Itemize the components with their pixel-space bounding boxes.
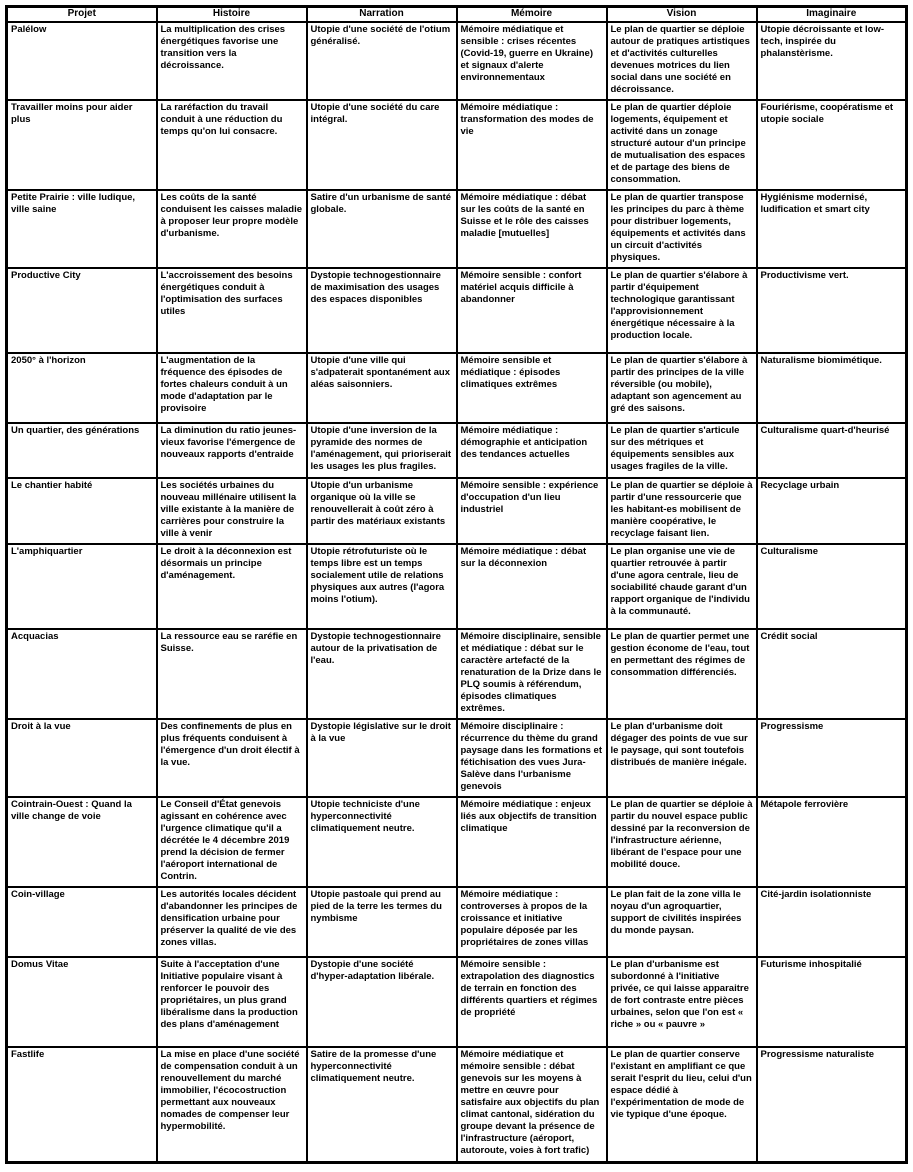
cell-vision: Le plan de quartier s'élabore à partir des principes de la ville réversible (ou mobile), adaptant son agencement au gré des saisons.: [607, 353, 757, 423]
cell-imaginaire: Fouriérisme, coopératisme et utopie sociale: [757, 100, 907, 190]
cell-narration: Satire de la promesse d'une hyperconnectivité climatiquement neutre.: [307, 1047, 457, 1162]
cell-narration: Utopie pastoale qui prend au pied de la terre les termes du nymbisme: [307, 887, 457, 957]
cell-histoire: Suite à l'acceptation d'une Initiative populaire visant à renforcer le pouvoir des propriétaires, un plus grand libéralisme dans la production des plans d'aménagement: [157, 957, 307, 1047]
cell-vision: Le plan de quartier s'élabore à partir d'équipement technologique garantissant l'approvisionnement énergétique nécessaire à la production locale.: [607, 268, 757, 353]
cell-vision: Le plan de quartier s'articule sur des métriques et équipements sensibles aux usages fragiles de la ville.: [607, 423, 757, 478]
cell-imaginaire: Utopie décroissante et low-tech, inspirée du phalanstèrisme.: [757, 22, 907, 100]
cell-histoire: Des confinements de plus en plus fréquents conduisent à l'émergence d'un droit électif à la vue.: [157, 719, 307, 797]
cell-memoire: Mémoire disciplinaire, sensible et médiatique : débat sur le caractère artefacté de la renaturation de la Drize dans le PLQ soumis à référendum, épisodes climatiques extrêmes.: [457, 629, 607, 719]
table-row: [7, 797, 907, 887]
cell-histoire: La diminution du ratio jeunes-vieux favorise l'émergence de nouveaux rapports d'entraide: [157, 423, 307, 478]
table-row: [7, 544, 907, 629]
cell-narration: Utopie d'un urbanisme organique où la ville se renouvellerait à coût zéro à partir des matériaux existants: [307, 478, 457, 544]
column-header-narration: Narration: [307, 7, 457, 23]
cell-histoire: La ressource eau se raréfie en Suisse.: [157, 629, 307, 719]
cell-narration: Utopie techniciste d'une hyperconnectivité climatiquement neutre.: [307, 797, 457, 887]
cell-memoire: Mémoire sensible : extrapolation des diagnostics de terrain en fonction des différents quartiers et régimes de propriété: [457, 957, 607, 1047]
cell-vision: Le plan de quartier permet une gestion économe de l'eau, tout en permettant des régimes de consommation différenciés.: [607, 629, 757, 719]
cell-memoire: Mémoire médiatique et mémoire sensible : débat genevois sur les moyens à mettre en œuvre pour satisfaire aux objectifs du plan climat cantonal, sidération du groupe devant la présence de l'infrastructure (aéroport, autoroute, voies à fort trafic): [457, 1047, 607, 1162]
column-header-memoire: Mémoire: [457, 7, 607, 23]
table-header: [7, 7, 907, 23]
cell-memoire: Mémoire sensible : confort matériel acquis difficile à abandonner: [457, 268, 607, 353]
table-body: [7, 22, 907, 1162]
table-row: [7, 1047, 907, 1162]
cell-memoire: Mémoire médiatique : débat sur les coûts de la santé en Suisse et le rôle des caisses maladie [mutuelles]: [457, 190, 607, 268]
cell-imaginaire: Culturalisme quart-d'heurisé: [757, 423, 907, 478]
cell-narration: Utopie d'une ville qui s'adpaterait spontanément aux aléas saisonniers.: [307, 353, 457, 423]
cell-projet: Fastlife: [7, 1047, 157, 1162]
cell-memoire: Mémoire médiatique : controverses à propos de la croissance et initiative populaire déposée par les propriétaires de zones villas: [457, 887, 607, 957]
cell-histoire: Le droit à la déconnexion est désormais un principe d'aménagement.: [157, 544, 307, 629]
cell-memoire: Mémoire sensible et médiatique : épisodes climatiques extrêmes: [457, 353, 607, 423]
cell-imaginaire: Culturalisme: [757, 544, 907, 629]
cell-projet: 2050° à l'horizon: [7, 353, 157, 423]
cell-vision: Le plan de quartier déploie logements, équipement et activité dans un zonage structuré autour d'un principe de mutualisation des espaces et de partage des biens de consommation.: [607, 100, 757, 190]
cell-projet: Acquacias: [7, 629, 157, 719]
cell-imaginaire: Hygiénisme modernisé, ludification et smart city: [757, 190, 907, 268]
cell-projet: Cointrain-Ouest : Quand la ville change de voie: [7, 797, 157, 887]
table-row: [7, 268, 907, 353]
cell-narration: Utopie rétrofuturiste où le temps libre est un temps socialement utile de relations physiques aux autres (l'agora moins l'otium).: [307, 544, 457, 629]
cell-vision: Le plan de quartier se déploie à partir du nouvel espace public dessiné par la reconversion de l'infrastructure aérienne, libérant de l'espace pour une mobilité douce.: [607, 797, 757, 887]
cell-imaginaire: Naturalisme biomimétique.: [757, 353, 907, 423]
cell-histoire: Le Conseil d'État genevois agissant en cohérence avec l'urgence climatique qu'il a décrétée le 4 décembre 2019 prend la décision de fermer l'aéroport international de Contrin.: [157, 797, 307, 887]
cell-vision: Le plan d'urbanisme doit dégager des points de vue sur le paysage, qui sont toutefois distribués de manière inégale.: [607, 719, 757, 797]
cell-imaginaire: Métapole ferrovière: [757, 797, 907, 887]
column-header-histoire: Histoire: [157, 7, 307, 23]
cell-vision: Le plan organise une vie de quartier retrouvée à partir d'une agora centrale, lieu de sociabilité chaude garant d'un rapport organique de l'individu à la communauté.: [607, 544, 757, 629]
cell-histoire: Les sociétés urbaines du nouveau millénaire utilisent la ville existante à la manière de carrières pour construire la ville à venir: [157, 478, 307, 544]
cell-histoire: L'augmentation de la fréquence des épisodes de fortes chaleurs conduit à un mode d'adaptation par le provisoire: [157, 353, 307, 423]
cell-narration: Dystopie législative sur le droit à la vue: [307, 719, 457, 797]
cell-projet: Le chantier habité: [7, 478, 157, 544]
cell-histoire: La multiplication des crises énergétiques favorise une transition vers la décroissance.: [157, 22, 307, 100]
cell-vision: Le plan de quartier conserve l'existant en amplifiant ce que serait l'esprit du lieu, celui d'un espace dédié à l'expérimentation de mode de vie typique d'une époque.: [607, 1047, 757, 1162]
cell-histoire: Les coûts de la santé conduisent les caisses maladie à proposer leur propre modèle d'urbanisme.: [157, 190, 307, 268]
cell-memoire: Mémoire médiatique : débat sur la déconnexion: [457, 544, 607, 629]
cell-memoire: Mémoire sensible : expérience d'occupation d'un lieu industriel: [457, 478, 607, 544]
cell-imaginaire: Cité-jardin isolationniste: [757, 887, 907, 957]
table-row: [7, 629, 907, 719]
cell-vision: Le plan de quartier se déploie autour de pratiques artistiques et d'activités culturelles devenues motrices du lien social dans une société en décroissance.: [607, 22, 757, 100]
header-row: [7, 7, 907, 23]
cell-memoire: Mémoire médiatique : enjeux liés aux objectifs de transition climatique: [457, 797, 607, 887]
cell-memoire: Mémoire médiatique : démographie et anticipation des tendances actuelles: [457, 423, 607, 478]
cell-projet: L'amphiquartier: [7, 544, 157, 629]
cell-memoire: Mémoire médiatique et sensible : crises récentes (Covid-19, guerre en Ukraine) et signaux d'alerte environnementaux: [457, 22, 607, 100]
cell-imaginaire: Recyclage urbain: [757, 478, 907, 544]
cell-imaginaire: Progressisme naturaliste: [757, 1047, 907, 1162]
cell-narration: Utopie d'une société de l'otium généralisé.: [307, 22, 457, 100]
table-row: [7, 22, 907, 100]
cell-vision: Le plan d'urbanisme est subordonné à l'initiative privée, ce qui laisse apparaitre de fort contraste entre pièces urbaines, selon que l'on est « riche » ou « pauvre »: [607, 957, 757, 1047]
cell-projet: Productive City: [7, 268, 157, 353]
cell-narration: Dystopie technogestionnaire autour de la privatisation de l'eau.: [307, 629, 457, 719]
cell-histoire: La mise en place d'une société de compensation conduit à un renouvellement du marché immobilier, l'écocostruction permettant aux nouveaux nomades de compenser leur hypermobilité.: [157, 1047, 307, 1162]
column-header-projet: Projet: [7, 7, 157, 23]
cell-histoire: Les autorités locales décident d'abandonner les principes de densification urbaine pour préserver la qualité de vie des zones villas.: [157, 887, 307, 957]
cell-vision: Le plan fait de la zone villa le noyau d'un agroquartier, support de civilités inspirées du monde paysan.: [607, 887, 757, 957]
cell-imaginaire: Productivisme vert.: [757, 268, 907, 353]
table-row: [7, 719, 907, 797]
cell-vision: Le plan de quartier transpose les principes du parc à thème pour distribuer logements, équipements et activités dans un circuit d'activités physiques.: [607, 190, 757, 268]
column-header-imaginaire: Imaginaire: [757, 7, 907, 23]
cell-projet: Un quartier, des générations: [7, 423, 157, 478]
cell-imaginaire: Futurisme inhospitalié: [757, 957, 907, 1047]
cell-histoire: L'accroissement des besoins énergétiques conduit à l'optimisation des surfaces utiles: [157, 268, 307, 353]
projects-scenarios-table: [5, 5, 908, 1164]
table-row: [7, 957, 907, 1047]
cell-projet: Droit à la vue: [7, 719, 157, 797]
cell-projet: Petite Prairie : ville ludique, ville saine: [7, 190, 157, 268]
cell-narration: Utopie d'une société du care intégral.: [307, 100, 457, 190]
cell-projet: Palélow: [7, 22, 157, 100]
cell-narration: Utopie d'une inversion de la pyramide des normes de l'aménagement, qui prioriserait les usages les plus fragiles.: [307, 423, 457, 478]
cell-histoire: La raréfaction du travail conduit à une réduction du temps qu'on lui consacre.: [157, 100, 307, 190]
cell-imaginaire: Progressisme: [757, 719, 907, 797]
cell-narration: Satire d'un urbanisme de santé globale.: [307, 190, 457, 268]
table-row: [7, 353, 907, 423]
table-row: [7, 100, 907, 190]
cell-imaginaire: Crédit social: [757, 629, 907, 719]
cell-memoire: Mémoire médiatique : transformation des modes de vie: [457, 100, 607, 190]
column-header-vision: Vision: [607, 7, 757, 23]
cell-narration: Dystopie d'une société d'hyper-adaptation libérale.: [307, 957, 457, 1047]
table-row: [7, 423, 907, 478]
table-row: [7, 887, 907, 957]
cell-narration: Dystopie technogestionnaire de maximisation des usages des espaces disponibles: [307, 268, 457, 353]
table-row: [7, 190, 907, 268]
cell-projet: Coin-village: [7, 887, 157, 957]
cell-memoire: Mémoire disciplinaire : récurrence du thème du grand paysage dans les formations et fétichisation des vues Jura-Salève dans l'urbanisme genevois: [457, 719, 607, 797]
table-row: [7, 478, 907, 544]
cell-vision: Le plan de quartier se déploie à partir d'une ressourcerie que les habitant-es mobilisent de manière coopérative, le recyclage faisant lien.: [607, 478, 757, 544]
cell-projet: Domus Vitae: [7, 957, 157, 1047]
cell-projet: Travailler moins pour aider plus: [7, 100, 157, 190]
